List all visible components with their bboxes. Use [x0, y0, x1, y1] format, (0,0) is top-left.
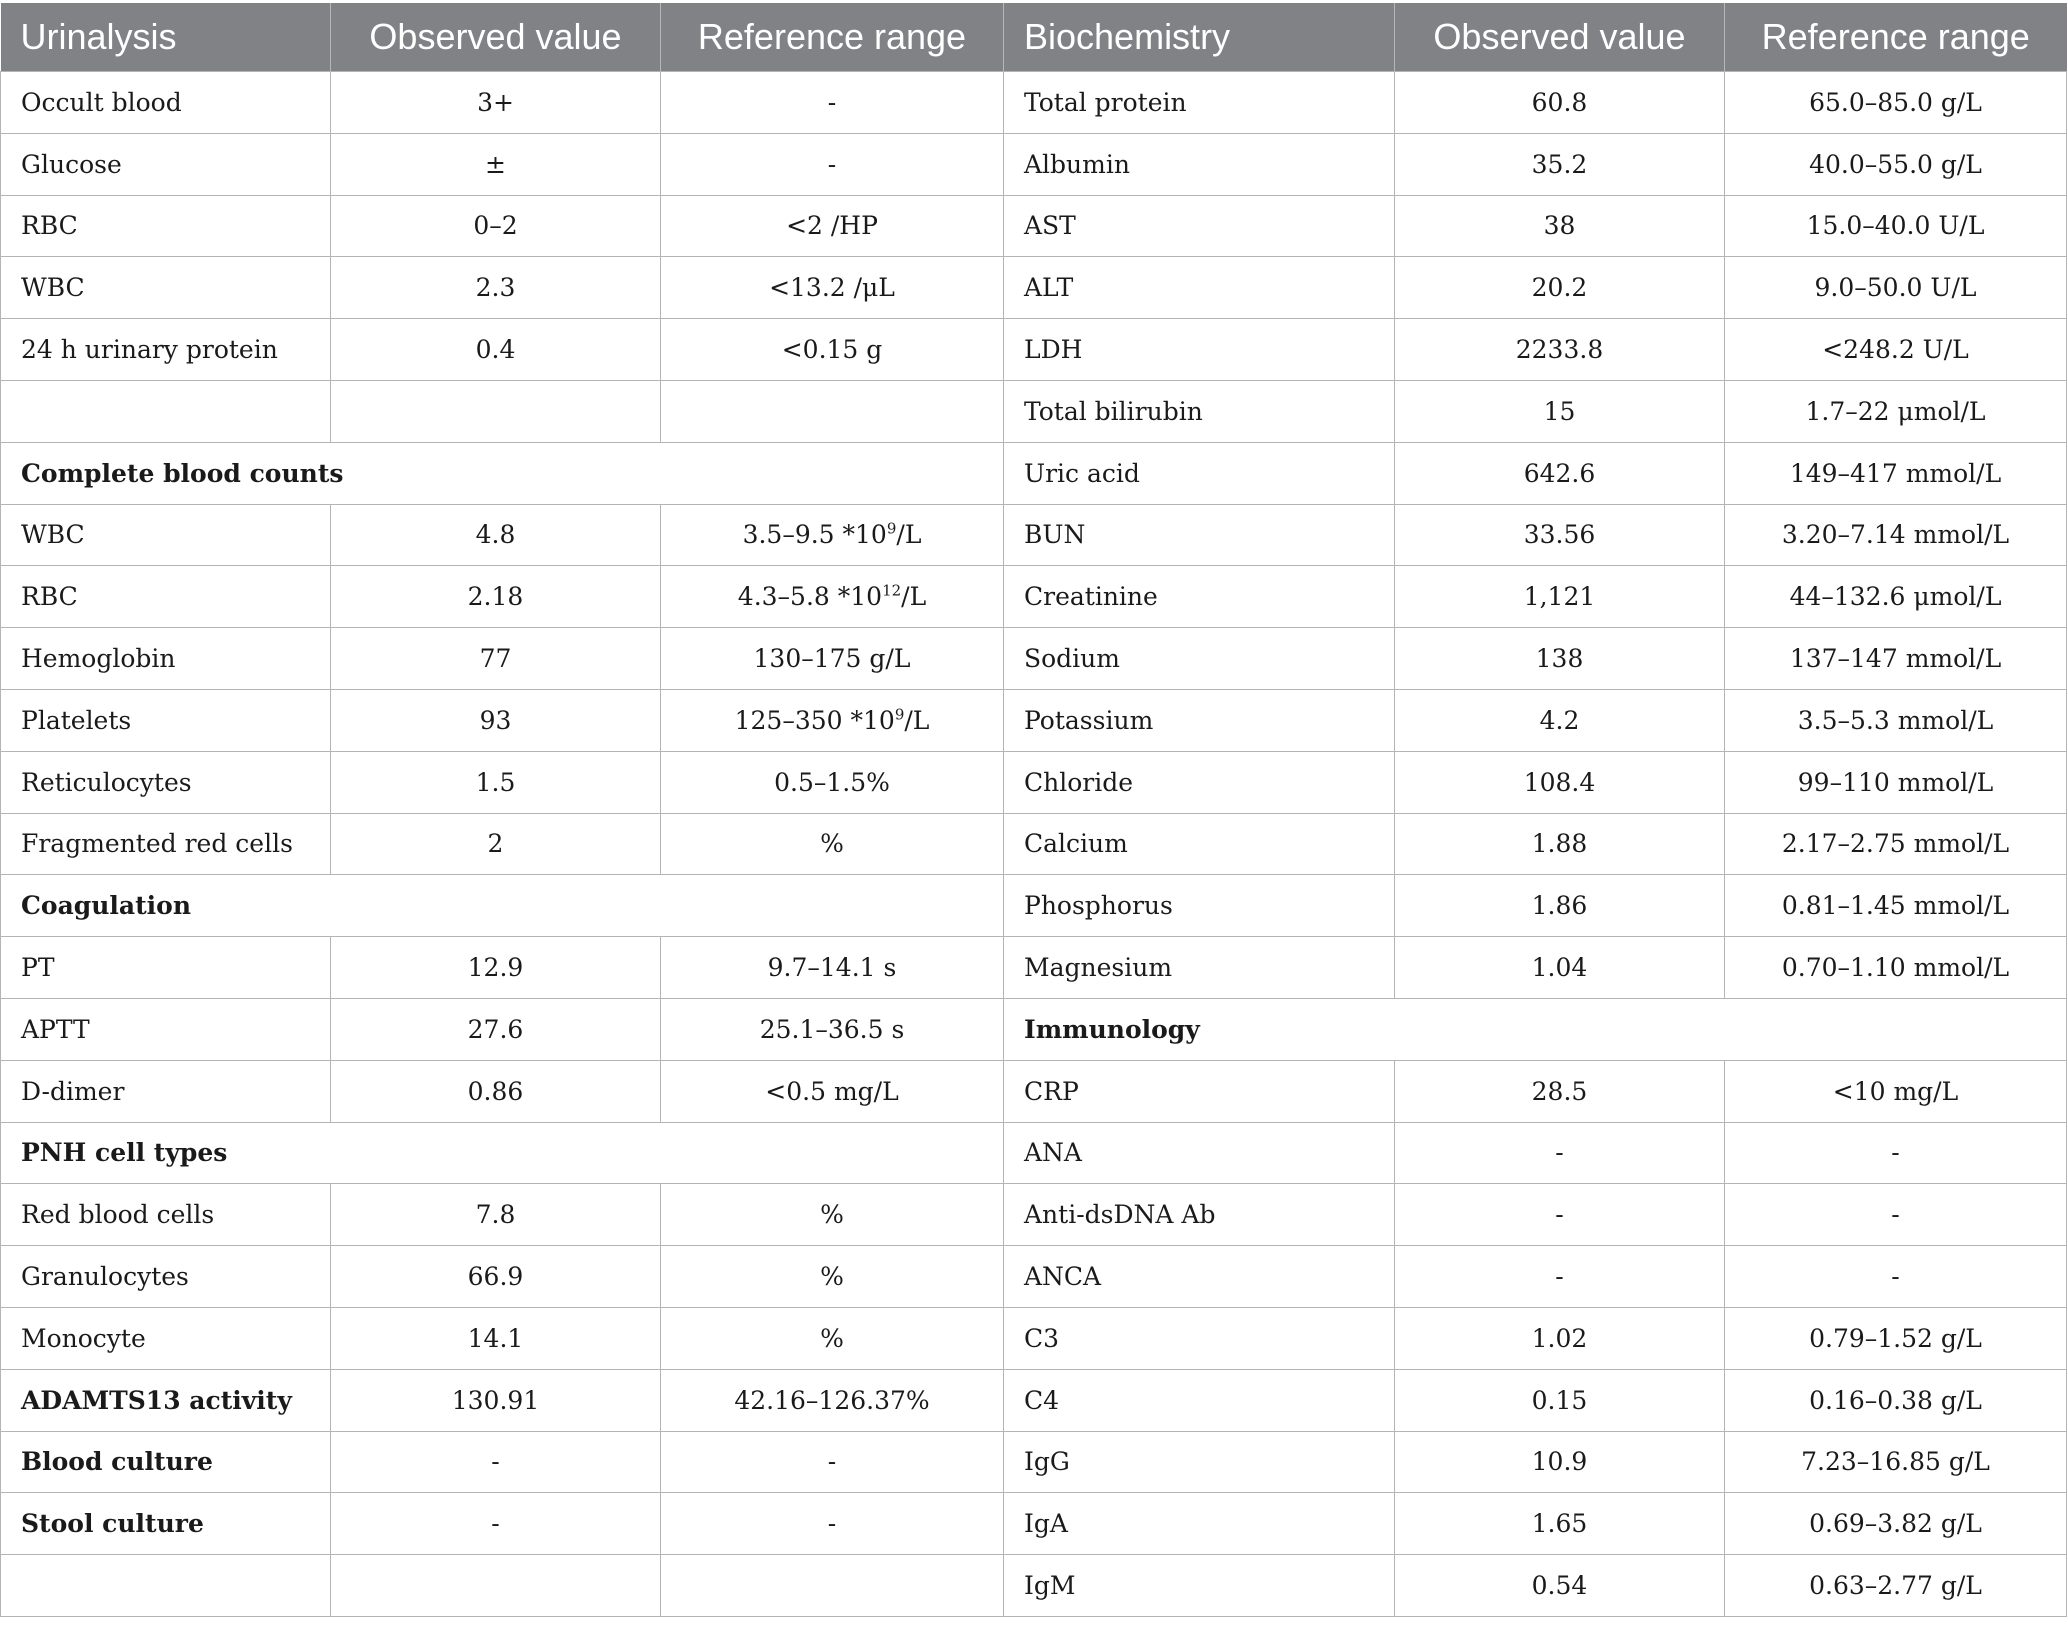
lab-results-table	[0, 3, 2067, 1617]
table-row	[1, 1431, 2067, 1493]
right-cell: Albumin	[1004, 133, 1395, 195]
left-cell: 130.91	[331, 1369, 661, 1431]
table-row	[1, 689, 2067, 751]
table-row	[1, 1060, 2067, 1122]
left-cell: ±	[331, 133, 661, 195]
table-row	[1, 751, 2067, 813]
right-cell: <248.2 U/L	[1725, 319, 2067, 381]
right-cell: Potassium	[1004, 689, 1395, 751]
left-cell: <13.2 /μL	[661, 257, 1004, 319]
left-cell: Red blood cells	[1, 1184, 331, 1246]
right-cell: 1.04	[1395, 937, 1725, 999]
right-cell: 0.63–2.77 g/L	[1725, 1555, 2067, 1617]
left-cell: 2	[331, 813, 661, 875]
right-cell: Magnesium	[1004, 937, 1395, 999]
left-cell: 42.16–126.37%	[661, 1369, 1004, 1431]
table-row	[1, 937, 2067, 999]
table-row	[1, 504, 2067, 566]
left-cell: ADAMTS13 activity	[1, 1369, 331, 1431]
left-cell: 0.5–1.5%	[661, 751, 1004, 813]
left-cell: 77	[331, 628, 661, 690]
right-cell: Immunology	[1004, 998, 2067, 1060]
right-cell: -	[1725, 1184, 2067, 1246]
right-cell: 137–147 mmol/L	[1725, 628, 2067, 690]
table-body	[1, 72, 2067, 1617]
table-row	[1, 442, 2067, 504]
right-cell: Creatinine	[1004, 566, 1395, 628]
left-cell	[661, 380, 1004, 442]
table-row	[1, 628, 2067, 690]
left-cell: 27.6	[331, 998, 661, 1060]
table-row	[1, 72, 2067, 134]
right-cell: 1.02	[1395, 1307, 1725, 1369]
left-cell	[331, 380, 661, 442]
right-cell: 0.79–1.52 g/L	[1725, 1307, 2067, 1369]
left-cell: -	[661, 72, 1004, 134]
right-cell: 60.8	[1395, 72, 1725, 134]
left-cell: <2 /HP	[661, 195, 1004, 257]
left-cell: -	[661, 1431, 1004, 1493]
table-row	[1, 319, 2067, 381]
left-cell: Stool culture	[1, 1493, 331, 1555]
right-cell: IgM	[1004, 1555, 1395, 1617]
left-cell: 3+	[331, 72, 661, 134]
right-cell: 0.69–3.82 g/L	[1725, 1493, 2067, 1555]
right-cell: Total bilirubin	[1004, 380, 1395, 442]
left-cell: PNH cell types	[1, 1122, 1004, 1184]
right-cell: Calcium	[1004, 813, 1395, 875]
right-cell: 20.2	[1395, 257, 1725, 319]
right-cell: CRP	[1004, 1060, 1395, 1122]
right-cell: Phosphorus	[1004, 875, 1395, 937]
right-cell: 642.6	[1395, 442, 1725, 504]
header-observed-value-right: Observed value	[1395, 3, 1725, 72]
left-cell: <0.5 mg/L	[661, 1060, 1004, 1122]
right-cell: IgG	[1004, 1431, 1395, 1493]
right-cell: Chloride	[1004, 751, 1395, 813]
right-cell: ANCA	[1004, 1246, 1395, 1308]
left-cell: Monocyte	[1, 1307, 331, 1369]
right-cell: ALT	[1004, 257, 1395, 319]
right-cell: 15.0–40.0 U/L	[1725, 195, 2067, 257]
table-row	[1, 1122, 2067, 1184]
right-cell: 0.54	[1395, 1555, 1725, 1617]
left-cell: Glucose	[1, 133, 331, 195]
left-cell: 25.1–36.5 s	[661, 998, 1004, 1060]
right-cell: 3.5–5.3 mmol/L	[1725, 689, 2067, 751]
left-cell: -	[661, 133, 1004, 195]
left-cell: Blood culture	[1, 1431, 331, 1493]
right-cell: 33.56	[1395, 504, 1725, 566]
right-cell: 2233.8	[1395, 319, 1725, 381]
left-cell: %	[661, 1307, 1004, 1369]
left-cell: 125–350 $*10^9/L$	[661, 689, 1004, 751]
right-cell: 40.0–55.0 g/L	[1725, 133, 2067, 195]
table-row	[1, 257, 2067, 319]
left-cell: 93	[331, 689, 661, 751]
table-row	[1, 380, 2067, 442]
table-row	[1, 998, 2067, 1060]
left-cell: Occult blood	[1, 72, 331, 134]
right-cell: 2.17–2.75 mmol/L	[1725, 813, 2067, 875]
header-reference-range-left: Reference range	[661, 3, 1004, 72]
left-cell: 3.5–9.5 $*10^9/L$	[661, 504, 1004, 566]
right-cell: 3.20–7.14 mmol/L	[1725, 504, 2067, 566]
left-cell: 7.8	[331, 1184, 661, 1246]
left-cell: %	[661, 1184, 1004, 1246]
right-cell: 38	[1395, 195, 1725, 257]
header-urinalysis: Urinalysis	[1, 3, 331, 72]
table-row	[1, 1493, 2067, 1555]
right-cell: 1.7–22 μmol/L	[1725, 380, 2067, 442]
left-cell: 0–2	[331, 195, 661, 257]
right-cell: -	[1395, 1122, 1725, 1184]
header-observed-value-left: Observed value	[331, 3, 661, 72]
left-cell: RBC	[1, 195, 331, 257]
table-row	[1, 133, 2067, 195]
header-biochemistry: Biochemistry	[1004, 3, 1395, 72]
right-cell: 1,121	[1395, 566, 1725, 628]
left-cell: 4.8	[331, 504, 661, 566]
left-cell: <0.15 g	[661, 319, 1004, 381]
table-row	[1, 1246, 2067, 1308]
right-cell: AST	[1004, 195, 1395, 257]
left-cell: Granulocytes	[1, 1246, 331, 1308]
left-cell: 9.7–14.1 s	[661, 937, 1004, 999]
table-row	[1, 1555, 2067, 1617]
left-cell: 0.4	[331, 319, 661, 381]
right-cell: 44–132.6 μmol/L	[1725, 566, 2067, 628]
right-cell: -	[1395, 1184, 1725, 1246]
right-cell: 28.5	[1395, 1060, 1725, 1122]
left-cell	[1, 380, 331, 442]
table-row	[1, 566, 2067, 628]
right-cell: Uric acid	[1004, 442, 1395, 504]
table-row	[1, 195, 2067, 257]
right-cell: 35.2	[1395, 133, 1725, 195]
right-cell: 15	[1395, 380, 1725, 442]
right-cell: 4.2	[1395, 689, 1725, 751]
left-cell: APTT	[1, 998, 331, 1060]
left-cell: Reticulocytes	[1, 751, 331, 813]
right-cell: Total protein	[1004, 72, 1395, 134]
right-cell: 65.0–85.0 g/L	[1725, 72, 2067, 134]
right-cell: 108.4	[1395, 751, 1725, 813]
left-cell: WBC	[1, 504, 331, 566]
table-row	[1, 1307, 2067, 1369]
right-cell: ANA	[1004, 1122, 1395, 1184]
right-cell: 0.70–1.10 mmol/L	[1725, 937, 2067, 999]
left-cell: WBC	[1, 257, 331, 319]
table-row	[1, 1184, 2067, 1246]
left-cell: 2.3	[331, 257, 661, 319]
left-cell: RBC	[1, 566, 331, 628]
right-cell: Sodium	[1004, 628, 1395, 690]
table-row	[1, 813, 2067, 875]
right-cell: -	[1395, 1246, 1725, 1308]
right-cell: C3	[1004, 1307, 1395, 1369]
left-cell: Complete blood counts	[1, 442, 1004, 504]
left-cell: PT	[1, 937, 331, 999]
right-cell: LDH	[1004, 319, 1395, 381]
left-cell: Platelets	[1, 689, 331, 751]
left-cell: 14.1	[331, 1307, 661, 1369]
left-cell: -	[331, 1493, 661, 1555]
right-cell: -	[1725, 1246, 2067, 1308]
right-cell: -	[1725, 1122, 2067, 1184]
right-cell: 99–110 mmol/L	[1725, 751, 2067, 813]
right-cell: C4	[1004, 1369, 1395, 1431]
left-cell: 4.3–5.8 $*10^{12}/L$	[661, 566, 1004, 628]
right-cell: 1.86	[1395, 875, 1725, 937]
left-cell: 24 h urinary protein	[1, 319, 331, 381]
left-cell: %	[661, 813, 1004, 875]
right-cell: IgA	[1004, 1493, 1395, 1555]
right-cell: 10.9	[1395, 1431, 1725, 1493]
left-cell: 0.86	[331, 1060, 661, 1122]
right-cell: 9.0–50.0 U/L	[1725, 257, 2067, 319]
right-cell: 0.81–1.45 mmol/L	[1725, 875, 2067, 937]
header-reference-range-right: Reference range	[1725, 3, 2067, 72]
left-cell: 1.5	[331, 751, 661, 813]
table-row	[1, 875, 2067, 937]
right-cell: 0.15	[1395, 1369, 1725, 1431]
table-row	[1, 1369, 2067, 1431]
right-cell: Anti-dsDNA Ab	[1004, 1184, 1395, 1246]
left-cell: 2.18	[331, 566, 661, 628]
left-cell: Hemoglobin	[1, 628, 331, 690]
left-cell: Coagulation	[1, 875, 1004, 937]
right-cell: 1.88	[1395, 813, 1725, 875]
left-cell	[661, 1555, 1004, 1617]
right-cell: 7.23–16.85 g/L	[1725, 1431, 2067, 1493]
right-cell: <10 mg/L	[1725, 1060, 2067, 1122]
left-cell: %	[661, 1246, 1004, 1308]
right-cell: 149–417 mmol/L	[1725, 442, 2067, 504]
left-cell: 12.9	[331, 937, 661, 999]
right-cell: 1.65	[1395, 1493, 1725, 1555]
left-cell: -	[661, 1493, 1004, 1555]
left-cell	[331, 1555, 661, 1617]
left-cell: 66.9	[331, 1246, 661, 1308]
left-cell: -	[331, 1431, 661, 1493]
left-cell: 130–175 g/L	[661, 628, 1004, 690]
left-cell: D-dimer	[1, 1060, 331, 1122]
right-cell: 0.16–0.38 g/L	[1725, 1369, 2067, 1431]
left-cell	[1, 1555, 331, 1617]
header-row	[1, 3, 2067, 72]
right-cell: BUN	[1004, 504, 1395, 566]
left-cell: Fragmented red cells	[1, 813, 331, 875]
right-cell: 138	[1395, 628, 1725, 690]
